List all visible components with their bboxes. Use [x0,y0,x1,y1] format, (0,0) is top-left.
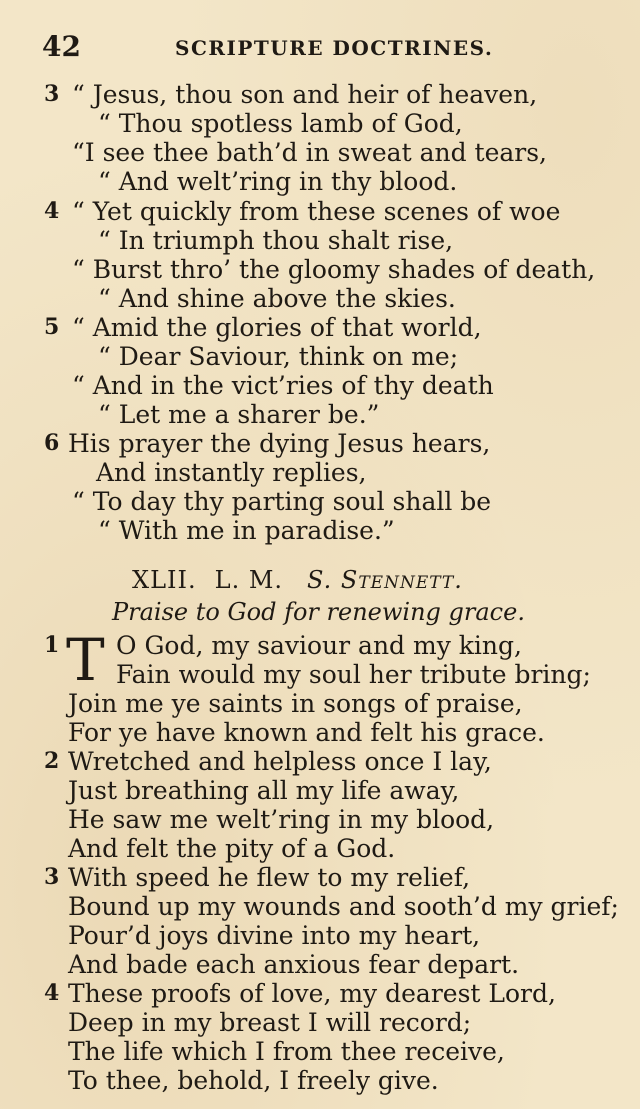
verse-line: O God, my saviour and my king, [116,631,522,660]
stanza-number: 4 [44,198,60,224]
verse-line: And instantly replies, [96,458,367,487]
stanza-number: 3 [44,81,60,107]
verse-line: Bound up my wounds and sooth’d my grief; [68,892,619,921]
hymn-verse-1 [0,626,640,747]
verse-line: These proofs of love, my dearest Lord, [68,979,556,1008]
verse-line: Join me ye saints in songs of praise, [68,689,523,718]
page-number: 42 [42,30,81,63]
stanza-number: 4 [44,980,60,1006]
hymn-verse-2 [0,747,640,863]
hymn-number: XLII. [132,566,197,594]
hymn-heading [132,566,463,594]
verse-line: “ With me in paradise.” [98,516,395,545]
verse-line: “ And in the vict’ries of thy death [72,371,494,400]
hymn-meter: L. M. [214,566,284,594]
stanza-5 [0,313,640,429]
page-header [42,30,560,70]
stanza-number: 6 [44,430,60,456]
stanza-3 [0,80,640,196]
running-head: SCRIPTURE DOCTRINES. [175,36,494,60]
verse-line: And felt the pity of a God. [68,834,396,863]
verse-line: “ Jesus, thou son and heir of heaven, [72,80,538,109]
hymn-author: S. Stennett. [307,566,463,594]
verse-line: Fain would my soul her tribute bring; [116,660,591,689]
verse-line: “ Thou spotless lamb of God, [98,109,463,138]
verse-line: Just breathing all my life away, [68,776,460,805]
verse-line: “ In triumph thou shalt rise, [98,226,454,255]
stanza-number: 1 [44,632,60,658]
verse-line: With speed he flew to my relief, [68,863,471,892]
verse-line: “ Yet quickly from these scenes of woe [72,197,561,226]
verse-line: For ye have known and felt his grace. [68,718,545,747]
verse-line: And bade each anxious fear depart. [68,950,520,979]
verse-line: “ To day thy parting soul shall be [72,487,492,516]
verse-line: Deep in my breast I will record; [68,1008,472,1037]
verse-line: His prayer the dying Jesus hears, [68,429,491,458]
stanza-6 [0,429,640,545]
verse-line: “ Let me a sharer be.” [98,400,380,429]
verse-line: “ And shine above the skies. [98,284,456,313]
verse-line: He saw me welt’ring in my blood, [68,805,495,834]
verse-line: “ Amid the glories of that world, [72,313,482,342]
verse-line: The life which I from thee receive, [68,1037,505,1066]
stanza-number: 5 [44,314,60,340]
drop-cap: T [66,626,105,694]
verse-line: Pour’d joys divine into my heart, [68,921,481,950]
stanza-number: 2 [44,748,60,774]
hymn-verse-4 [0,979,640,1095]
verse-line: “ Dear Saviour, think on me; [98,342,459,371]
verse-line: Wretched and helpless once I lay, [68,747,492,776]
hymn-title: Praise to God for renewing grace. [112,598,525,626]
stanza-4 [0,197,640,313]
verse-line: “ Burst thro’ the gloomy shades of death, [72,255,596,284]
verse-line: To thee, behold, I freely give. [68,1066,439,1095]
hymn-verse-3 [0,863,640,979]
verse-line: “ And welt’ring in thy blood. [98,167,458,196]
verse-line: “I see thee bath’d in sweat and tears, [72,138,547,167]
stanza-number: 3 [44,864,60,890]
